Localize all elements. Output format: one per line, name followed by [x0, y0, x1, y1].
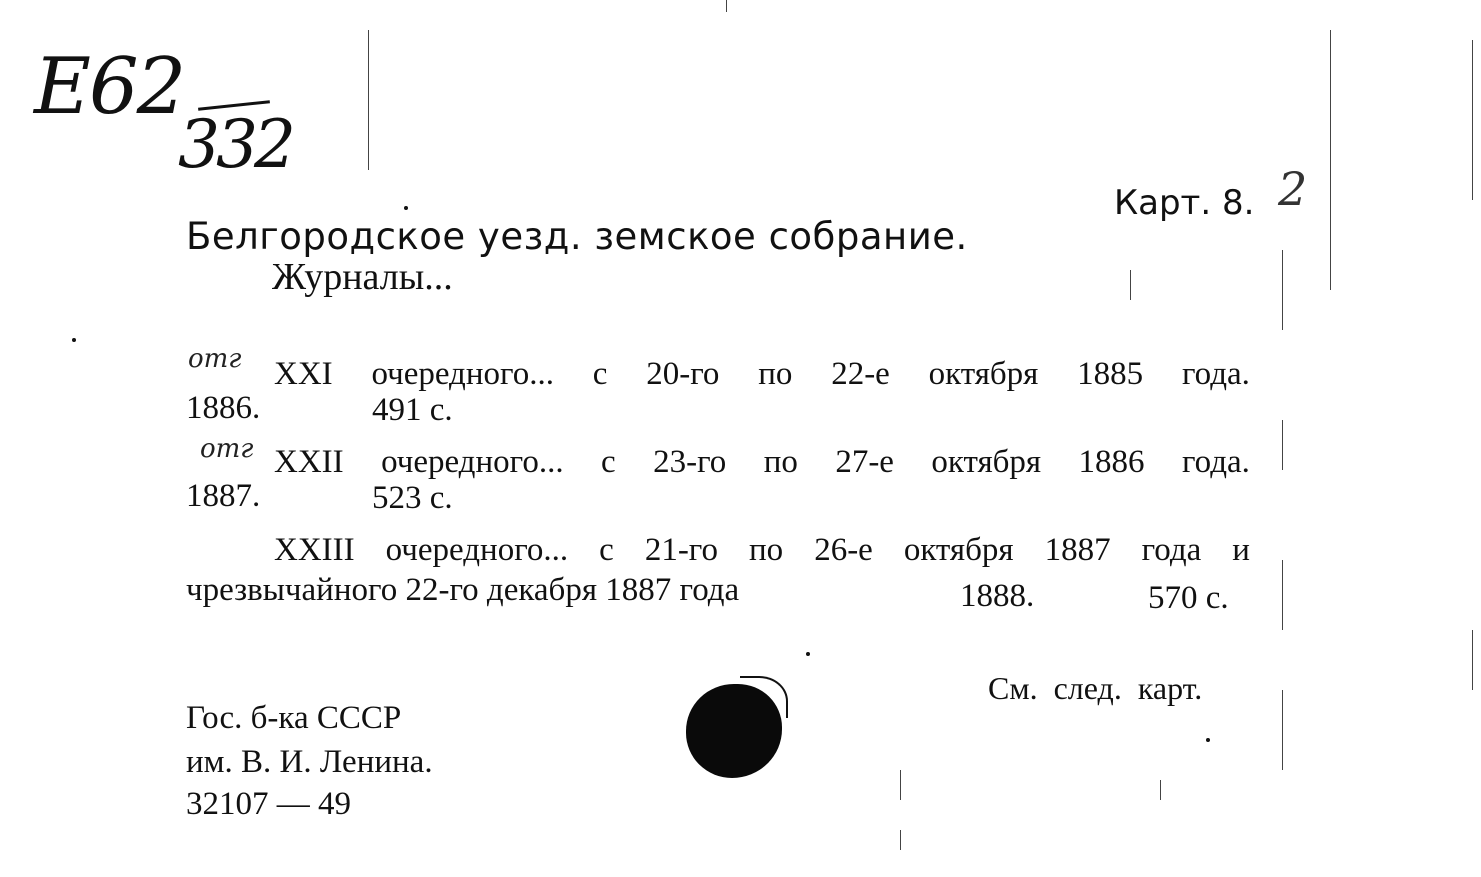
entry-word: с: [592, 356, 608, 392]
entry-word: октября: [928, 356, 1039, 392]
card-heading: Белгородское уезд. земское собрание.: [186, 215, 968, 258]
entry-word: XXI: [274, 356, 333, 392]
scan-line: [1282, 250, 1283, 330]
entry-word: года: [1141, 532, 1202, 568]
entry-word: 22-е: [831, 356, 890, 392]
entry-word: с: [599, 532, 614, 568]
scan-line: [1472, 630, 1473, 690]
entry-word: по: [758, 356, 793, 392]
ink-speck: [72, 338, 76, 342]
entry-check-mark: отг: [200, 434, 254, 464]
scan-line: [368, 30, 369, 170]
ink-speck: [806, 652, 810, 656]
entry-word: 27-е: [835, 444, 894, 480]
entry-word: очередного...: [371, 356, 554, 392]
scan-line: [1282, 560, 1283, 630]
entry-word: года.: [1181, 444, 1250, 480]
entry-line: [274, 532, 1250, 569]
entry-continuation: чрезвычайного 22-го декабря 1887 года: [186, 572, 740, 608]
library-print-number: 32107 — 49: [186, 786, 351, 822]
scan-line: [1282, 420, 1283, 470]
shelf-mark-code: E62: [34, 42, 185, 132]
scan-line: [1282, 690, 1283, 770]
entry-word: 26-е: [814, 532, 873, 568]
entry-pages: 570 с.: [1148, 580, 1229, 616]
entry-word: года.: [1181, 356, 1250, 392]
scan-line: [1330, 30, 1331, 290]
scan-line: [726, 0, 727, 12]
entry-word: очередного...: [381, 444, 564, 480]
entry-word: 1885: [1077, 356, 1144, 392]
entry-word: 1886: [1078, 444, 1145, 480]
entry-word: октября: [931, 444, 1042, 480]
ink-blot-edge: [740, 676, 788, 718]
see-next-card: См. след. карт.: [988, 670, 1203, 706]
ink-speck: [404, 206, 408, 210]
entry-line: [274, 356, 1250, 393]
card-number-handwritten: 2: [1278, 162, 1308, 216]
entry-year: 1886.: [186, 390, 261, 426]
entry-word: 20-го: [646, 356, 720, 392]
card-number: Карт. 8.: [1114, 183, 1255, 223]
entry-word: по: [763, 444, 798, 480]
card-subtitle: Журналы...: [272, 256, 453, 298]
entry-line: [274, 444, 1250, 481]
entry-word: 23-го: [653, 444, 727, 480]
entry-pages: 523 с.: [372, 480, 453, 516]
entry-pages: 491 с.: [372, 392, 453, 428]
shelf-mark-sub: 332: [178, 106, 292, 183]
entry-word: по: [749, 532, 784, 568]
scan-line: [900, 830, 901, 850]
library-patron: им. В. И. Ленина.: [186, 744, 433, 780]
entry-year: 1888.: [960, 578, 1035, 614]
entry-word: 1887: [1044, 532, 1111, 568]
entry-word: 21-го: [644, 532, 719, 568]
entry-check-mark: отг: [188, 344, 242, 374]
ink-speck: [1206, 738, 1210, 742]
scan-line: [1160, 780, 1161, 800]
entry-word: XXIII: [274, 532, 355, 568]
library-name: Гос. б-ка СССР: [186, 700, 402, 736]
scan-line: [900, 770, 901, 800]
scan-line: [1130, 270, 1131, 300]
entry-word: октября: [903, 532, 1014, 568]
entry-word: XXII: [274, 444, 344, 480]
entry-word: с: [601, 444, 616, 480]
entry-year: 1887.: [186, 478, 261, 514]
entry-word: и: [1232, 532, 1250, 568]
entry-word: очередного...: [385, 532, 569, 568]
scan-line: [1472, 40, 1473, 200]
